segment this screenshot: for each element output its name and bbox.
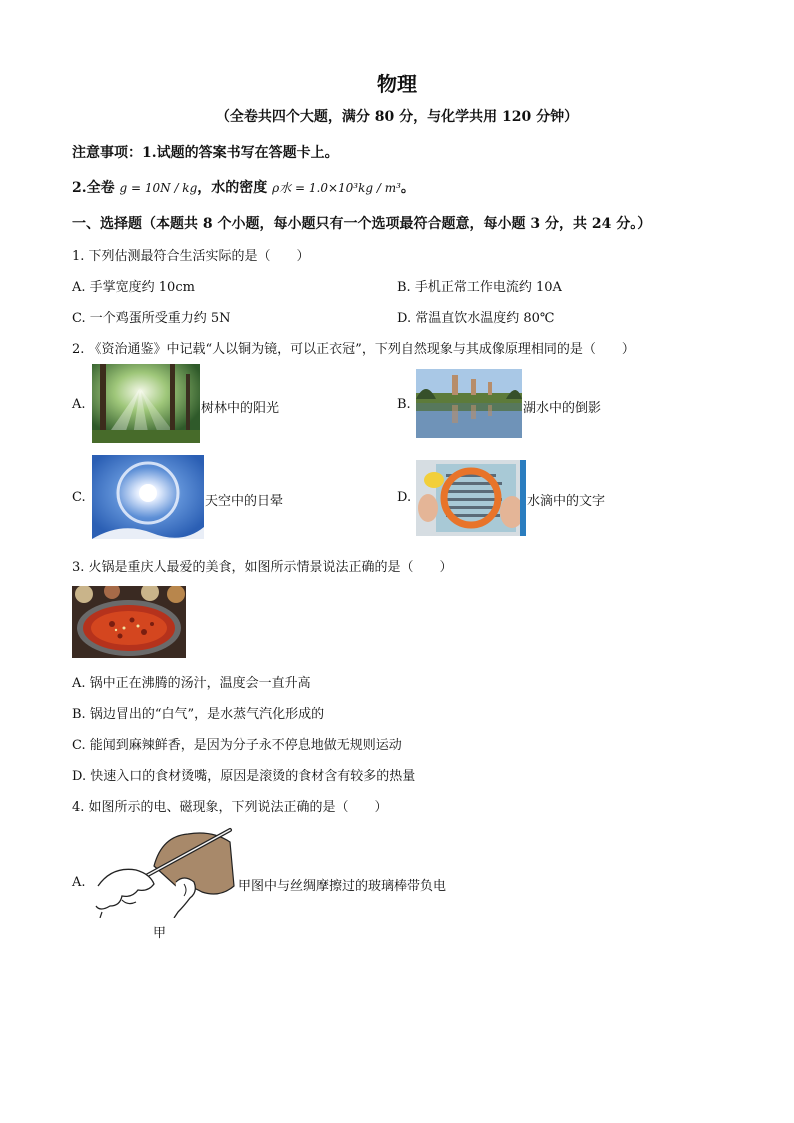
notice-label: 注意事项： — [72, 145, 142, 161]
notice-item-2-end: 。 — [400, 180, 415, 196]
question-1-option-d: D. 常温直饮水温度约 80℃ — [397, 311, 555, 326]
exam-subtitle: （全卷共四个大题，满分 80 分，与化学共用 120 分钟） — [215, 109, 579, 125]
notice-line-1 — [72, 142, 339, 162]
question-4-option-a-text: 甲图中与丝绸摩擦过的玻璃棒带负电 — [238, 879, 447, 894]
gravity-formula: g = 10N / kg — [119, 181, 198, 195]
question-3-option-b: B. 锅边冒出的“白气”，是水蒸气汽化形成的 — [72, 707, 325, 722]
question-4-stem: 4. 如图所示的电、磁现象，下列说法正确的是（ ） — [72, 800, 388, 815]
figure-label-jia: 甲 — [153, 926, 167, 941]
question-3-option-c: C. 能闻到麻辣鲜香，是因为分子永不停息地做无规则运动 — [72, 738, 402, 753]
density-formula: ρ水 = 1.0×10³kg / m³ — [272, 181, 401, 195]
page-title: 物理 — [377, 72, 417, 96]
notice-item-1: 1.试题的答案书写在答题卡上。 — [142, 145, 339, 161]
question-1-stem: 1. 下列估测最符合生活实际的是（ ） — [72, 249, 310, 264]
sun-halo-image — [92, 455, 204, 539]
section-heading: 一、选择题（本题共 8 个小题，每小题只有一个选项最符合题意，每小题 3 分，共 24 分。） — [72, 216, 652, 232]
question-4-option-a-label: A. — [72, 875, 86, 890]
question-2-option-d-text: 水滴中的文字 — [527, 494, 606, 509]
water-drop-text-image — [416, 460, 526, 536]
question-2-option-b-text: 湖水中的倒影 — [523, 401, 602, 416]
question-1-option-b: B. 手机正常工作电流约 10A — [397, 280, 562, 295]
question-1-option-a: A. 手掌宽度约 10cm — [72, 280, 195, 295]
question-2-option-a-text: 树林中的阳光 — [201, 401, 280, 416]
notice-item-2-mid: ，水的密度 — [197, 180, 268, 196]
question-2-option-b-label: B. — [397, 397, 411, 412]
question-2-option-a-label: A. — [72, 397, 86, 412]
notice-item-2-prefix: 2.全卷 — [72, 180, 115, 196]
notice-line-2 — [72, 177, 415, 197]
glass-rod-silk-figure — [92, 826, 237, 918]
question-2-option-c-label: C. — [72, 490, 86, 505]
question-2-stem: 2. 《资治通鉴》中记载“人以铜为镜，可以正衣冠”，下列自然现象与其成像原理相同的是（ ） — [72, 342, 635, 357]
question-2-option-c-text: 天空中的日晕 — [205, 494, 284, 509]
question-1-option-c: C. 一个鸡蛋所受重力约 5N — [72, 311, 231, 326]
question-3-stem: 3. 火锅是重庆人最爱的美食，如图所示情景说法正确的是（ ） — [72, 560, 453, 575]
question-3-option-d: D. 快速入口的食材烫嘴，原因是滚烫的食材含有较多的热量 — [72, 769, 416, 784]
question-2-option-d-label: D. — [397, 490, 412, 505]
forest-sunlight-image — [92, 364, 200, 443]
hotpot-image — [72, 586, 186, 658]
question-3-option-a: A. 锅中正在沸腾的汤汁，温度会一直升高 — [72, 676, 311, 691]
lake-reflection-image — [416, 369, 522, 438]
